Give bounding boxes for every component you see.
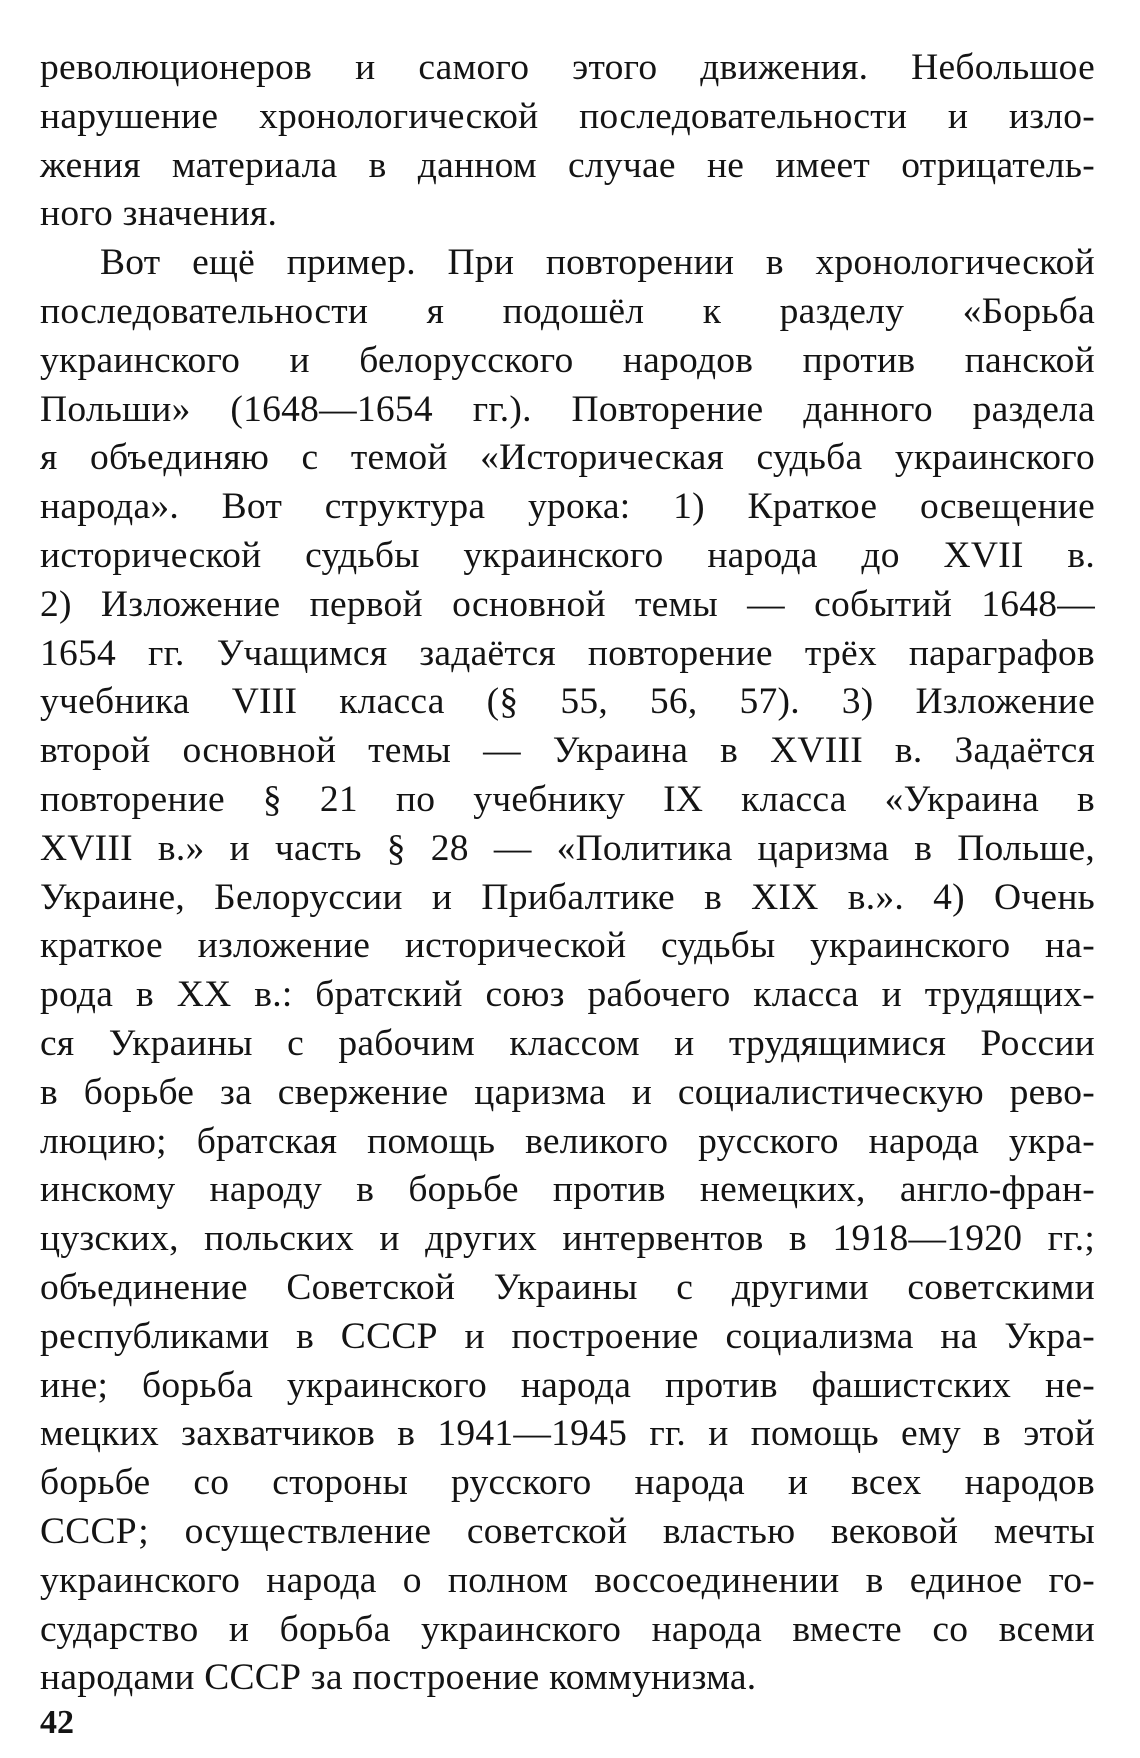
text-line: люцию; братская помощь великого русского народа укра- (40, 1120, 1095, 1162)
text-line: 1654 гг. Учащимся задаётся повторение трёх параграфов (40, 632, 1095, 674)
text-line: республиками в СССР и построение социализма на Укра- (40, 1315, 1095, 1357)
text-line: Вот ещё пример. При повторении в хронологической (100, 242, 1095, 284)
text-line: инскому народу в борьбе против немецких, англо-фран- (40, 1169, 1095, 1211)
text-line: последовательности я подошёл к разделу «Борьба (40, 290, 1095, 332)
text-line: в борьбе за свержение царизма и социалистическую рево- (40, 1071, 1095, 1113)
text-line: цузских, польских и других интервентов в 1918—1920 гг.; (40, 1218, 1095, 1260)
text-line: краткое изложение исторической судьбы украинского на- (40, 925, 1095, 967)
text-line: XVIII в.» и часть § 28 — «Политика царизма в Польше, (40, 827, 1095, 869)
text-line: я объединяю с темой «Историческая судьба украинского (40, 437, 1095, 479)
text-line: ся Украины с рабочим классом и трудящимися России (40, 1022, 1095, 1064)
text-line: рода в XX в.: братский союз рабочего класса и трудящих- (40, 974, 1095, 1016)
text-line: украинского народа о полном воссоединении в единое го- (40, 1559, 1095, 1601)
text-line: исторической судьбы украинского народа до XVII в. (40, 534, 1095, 576)
page-number: 42 (40, 1704, 74, 1741)
text-line: 2) Изложение первой основной темы — событий 1648— (40, 583, 1095, 625)
book-page (40, 44, 1095, 1744)
text-line: революционеров и самого этого движения. Небольшое (40, 47, 1095, 88)
text-line: ине; борьба украинского народа против фашистских не- (40, 1364, 1095, 1406)
text-line: объединение Советской Украины с другими советскими (40, 1266, 1095, 1308)
text-line: народами СССР за построение коммунизма. (40, 1657, 757, 1699)
text-line: второй основной темы — Украина в XVIII в. Задаётся (40, 730, 1095, 772)
text-line: мецких захватчиков в 1941—1945 гг. и помощь ему в этой (40, 1413, 1095, 1455)
text-line: Польши» (1648—1654 гг.). Повторение данного раздела (40, 388, 1095, 430)
text-line: повторение § 21 по учебнику IX класса «Украина в (40, 778, 1095, 820)
text-line: жения материала в данном случае не имеет отрицатель- (40, 144, 1095, 186)
text-line: борьбе со стороны русского народа и всех народов (40, 1462, 1095, 1504)
text-line: нарушение хронологической последовательности и изло- (40, 95, 1095, 137)
text-line: Украине, Белоруссии и Прибалтике в XIX в.». 4) Очень (40, 876, 1095, 918)
text-line: сударство и борьба украинского народа вместе со всеми (40, 1608, 1095, 1650)
paragraph-1 (40, 44, 1095, 239)
text-line: украинского и белорусского народов против панской (40, 339, 1095, 381)
text-line: учебника VIII класса (§ 55, 56, 57). 3) Изложение (40, 681, 1095, 723)
paragraph-2 (40, 239, 1095, 1703)
text-line: народа». Вот структура урока: 1) Краткое освещение (40, 486, 1095, 528)
text-line: СССР; осуществление советской властью вековой мечты (40, 1510, 1095, 1552)
text-line: ного значения. (40, 193, 278, 235)
